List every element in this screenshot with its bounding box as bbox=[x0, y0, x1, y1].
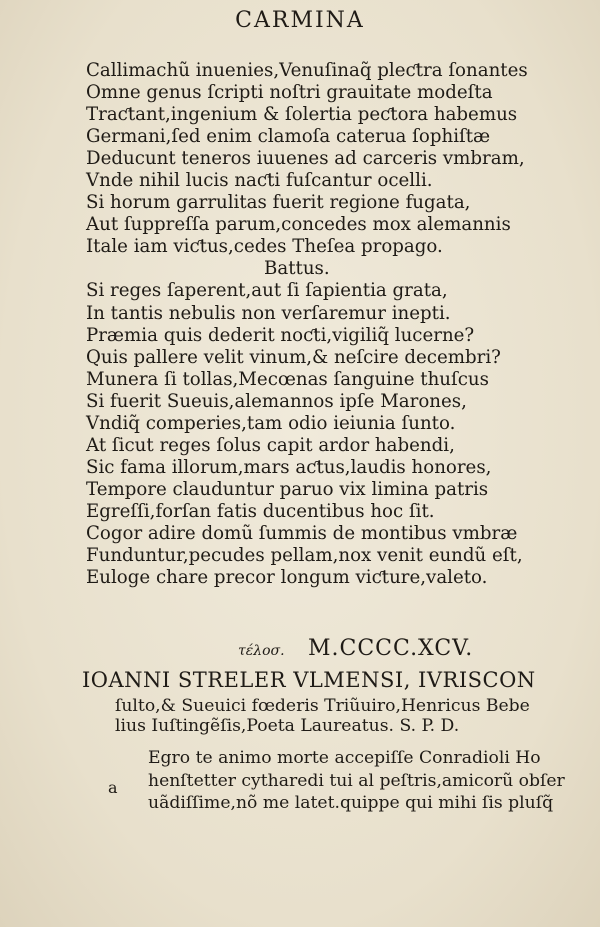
letter-line: henſtetter cytharedi tui al peſtris,amicorũ obſer bbox=[148, 770, 565, 791]
verse-line: Præmia quis dederit noƈti,vigiliq̃ lucerne? bbox=[86, 324, 475, 346]
verse-line: Aut ſuppreſſa parum,concedes mox alemannis bbox=[86, 214, 511, 236]
marginal-signature-mark: a bbox=[108, 778, 118, 797]
dedication-line: ſulto,& Sueuici fœderis Triũuiro,Henricus Bebe bbox=[115, 696, 530, 716]
verse-line: Germani,ſed enim clamoſa caterua ſophiſtæ bbox=[86, 126, 491, 148]
dedication-text bbox=[115, 696, 530, 736]
verse-line: Si horum garrulitas fuerit regione fugata, bbox=[86, 192, 471, 214]
verse-line: Itale iam viƈtus,cedes Theſea propago. bbox=[86, 236, 443, 258]
letter-line: uãdiſſime,nõ me latet.quippe qui mihi ſis pluſq̃ bbox=[148, 793, 554, 813]
speaker-name: Battus. bbox=[264, 258, 330, 280]
telos-mark: τέλοσ. bbox=[238, 643, 285, 659]
verse-line: Funduntur,pecudes pellam,nox venit eundũ eſt, bbox=[86, 545, 523, 567]
verse-line: Euloge chare precor longum viƈture,valeto. bbox=[86, 567, 488, 589]
verse-line: Quis pallere velit vinum,& neſcire decembri? bbox=[86, 346, 501, 368]
dedication-heading: IOANNI STRELER VLMENSI, IVRISCON bbox=[82, 668, 536, 692]
verse-line: Vnde nihil lucis naƈti fuſcantur ocelli. bbox=[86, 170, 433, 192]
verse-line: At ſicut reges ſolus capit ardor habendi, bbox=[86, 434, 455, 456]
verse-line: Tempore clauduntur paruo vix limina patris bbox=[86, 478, 489, 500]
verse-line: Deducunt teneros iuuenes ad carceris vmbram, bbox=[86, 148, 525, 170]
verse-line: Vndiq̃ comperies,tam odio ieiunia ſunto. bbox=[86, 412, 456, 434]
verse-line: Egreſſi,forſan fatis ducentibus hoc ſit. bbox=[86, 500, 435, 522]
running-head: CARMINA bbox=[235, 8, 365, 33]
letter-line: Egro te animo morte accepiſſe Conradioli Ho bbox=[148, 748, 541, 768]
verse-line: Cogor adire domũ ſummis de montibus vmbræ bbox=[86, 522, 518, 544]
poem-verse bbox=[86, 60, 556, 589]
verse-line: Callimachũ inuenies,Venuſinaq̃ pleƈtra ſonantes bbox=[86, 60, 528, 81]
letter-text bbox=[148, 747, 565, 815]
verse-line: Omne genus ſcripti noſtri grauitate modeſta bbox=[86, 82, 493, 104]
verse-line: Sic fama illorum,mars aƈtus,laudis honores, bbox=[86, 456, 492, 478]
verse-line: In tantis nebulis non verſaremur inepti. bbox=[86, 302, 451, 324]
verse-line: Traƈtant,ingenium & ſolertia peƈtora habemus bbox=[86, 104, 518, 126]
dedication-line: lius Iuſtingẽſis,Poeta Laureatus. S. P. D. bbox=[115, 716, 460, 736]
colophon-date: M.CCCC.XCV. bbox=[308, 636, 474, 661]
verse-line: Si reges ſaperent,aut ſi ſapientia grata, bbox=[86, 280, 448, 302]
verse-line: Munera ſi tollas,Mecœnas ſanguine thuſcus bbox=[86, 368, 489, 390]
verse-line: Si fuerit Sueuis,alemannos ipſe Marones, bbox=[86, 390, 467, 412]
